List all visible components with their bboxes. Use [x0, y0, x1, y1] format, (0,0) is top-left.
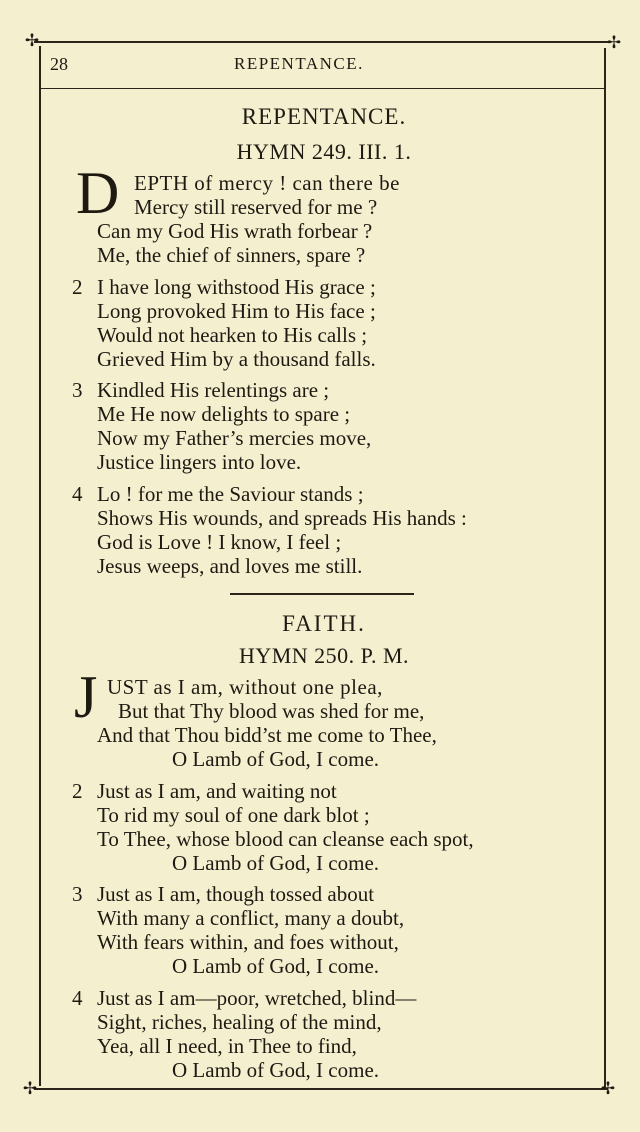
hymn-line: Would not hearken to His calls ; [97, 323, 368, 347]
section-title: REPENTANCE. [241, 104, 407, 129]
stanza-number: 4 [72, 482, 83, 506]
hymn-line: Just as I am, and waiting not [97, 779, 337, 803]
section-title: FAITH. [282, 611, 366, 636]
running-title: REPENTANCE. [234, 54, 364, 73]
hymn-line: Lo ! for me the Saviour stands ; [97, 482, 364, 506]
hymn-line: With fears within, and foes without, [97, 930, 399, 954]
drop-cap: J [74, 664, 98, 730]
corner-ornament-icon: ✢ [600, 1079, 616, 1098]
hymn-line: With many a conflict, many a doubt, [97, 906, 405, 930]
hymn-line: O Lamb of God, I come. [172, 954, 380, 978]
hymn-line: EPTH of mercy ! can there be [134, 171, 400, 195]
stanza-number: 2 [72, 275, 83, 299]
hymn-title: HYMN 249. III. 1. [236, 139, 412, 164]
hymn-line: Mercy still reserved for me ? [134, 195, 378, 219]
hymn-line: Jesus weeps, and loves me still. [97, 554, 363, 578]
hymn-line: O Lamb of God, I come. [172, 747, 380, 771]
hymn-line: O Lamb of God, I come. [172, 1058, 380, 1082]
corner-ornament-icon: ✢ [24, 31, 40, 50]
hymn-line: I have long withstood His grace ; [97, 275, 376, 299]
hymn-line: Long provoked Him to His face ; [97, 299, 376, 323]
hymn-line: Me He now delights to spare ; [97, 402, 351, 426]
hymn-line: Just as I am—poor, wretched, blind— [97, 986, 417, 1010]
hymn-line: Kindled His relentings are ; [97, 378, 330, 402]
drop-cap: D [76, 160, 120, 226]
frame-rule-left [39, 46, 41, 1086]
hymn-line: Me, the chief of sinners, spare ? [97, 243, 366, 267]
hymn-line: Shows His wounds, and spreads His hands : [97, 506, 467, 530]
hymn-line: And that Thou bidd’st me come to Thee, [97, 723, 437, 747]
stanza-number: 3 [72, 882, 83, 906]
page-number: 28 [50, 54, 68, 74]
header-underline [40, 88, 606, 89]
stanza-number: 4 [72, 986, 83, 1010]
hymn-line: Can my God His wrath forbear ? [97, 219, 373, 243]
hymn-line: Grieved Him by a thousand falls. [97, 347, 376, 371]
stanza-number: 3 [72, 378, 83, 402]
hymn-line: Yea, all I need, in Thee to find, [97, 1034, 357, 1058]
hymn-line: O Lamb of God, I come. [172, 851, 380, 875]
stanza-number: 2 [72, 779, 83, 803]
frame-rule-bottom [34, 1088, 608, 1090]
hymn-line: Just as I am, though tossed about [97, 882, 375, 906]
hymn-line: To rid my soul of one dark blot ; [97, 803, 370, 827]
frame-rule-right [604, 48, 606, 1088]
hymn-line: To Thee, whose blood can cleanse each spot, [97, 827, 474, 851]
hymn-line: UST as I am, without one plea, [107, 675, 383, 699]
hymn-line: Now my Father’s mercies move, [97, 426, 372, 450]
section-divider [230, 593, 414, 595]
running-head [0, 54, 640, 78]
corner-ornament-icon: ✢ [22, 1079, 38, 1098]
hymn-line: Sight, riches, healing of the mind, [97, 1010, 382, 1034]
hymn-line: God is Love ! I know, I feel ; [97, 530, 342, 554]
hymn-title: HYMN 250. P. M. [238, 643, 410, 668]
hymn-line: Justice lingers into love. [97, 450, 302, 474]
corner-ornament-icon: ✢ [606, 33, 622, 52]
hymn-line: But that Thy blood was shed for me, [118, 699, 425, 723]
frame-rule-top [34, 41, 608, 43]
